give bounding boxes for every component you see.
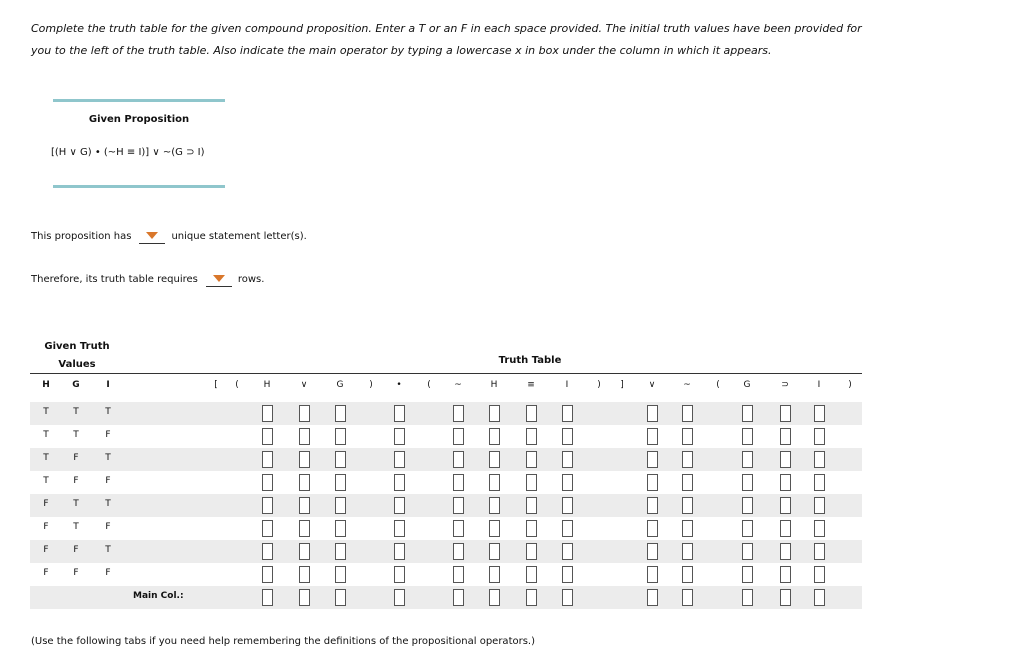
row-3-input-col-8[interactable] <box>453 451 464 468</box>
table-row <box>30 448 862 471</box>
given-value: F <box>73 568 79 578</box>
row-2-input-col-14[interactable] <box>647 428 658 445</box>
row-6-input-col-17[interactable] <box>742 520 753 537</box>
row-5-input-col-18[interactable] <box>780 497 791 514</box>
given-value: F <box>105 522 111 532</box>
row-4-input-col-4[interactable] <box>335 474 346 491</box>
main-col-input-col-6[interactable] <box>394 589 405 606</box>
row-6-input-col-11[interactable] <box>562 520 573 537</box>
row-5-input-col-19[interactable] <box>814 497 825 514</box>
question2-suffix: rows. <box>237 274 265 285</box>
row-1-input-col-15[interactable] <box>682 405 693 422</box>
row-5-input-col-17[interactable] <box>742 497 753 514</box>
row-2-input-col-11[interactable] <box>562 428 573 445</box>
truth-table-symbol-0: [ <box>214 380 218 390</box>
row-4-input-col-8[interactable] <box>453 474 464 491</box>
statement-letters-dropdown[interactable] <box>139 229 165 244</box>
main-col-input-col-4[interactable] <box>335 589 346 606</box>
main-col-input-col-3[interactable] <box>299 589 310 606</box>
row-2-input-col-15[interactable] <box>682 428 693 445</box>
row-5-input-col-14[interactable] <box>647 497 658 514</box>
row-6-input-col-18[interactable] <box>780 520 791 537</box>
given-value: T <box>73 522 79 532</box>
row-2-input-col-18[interactable] <box>780 428 791 445</box>
given-header-i: I <box>106 380 110 390</box>
row-5-input-col-11[interactable] <box>562 497 573 514</box>
given-value: T <box>43 453 49 463</box>
row-7-input-col-10[interactable] <box>526 543 537 560</box>
table-row <box>30 540 862 563</box>
row-6-input-col-2[interactable] <box>262 520 273 537</box>
row-5-input-col-15[interactable] <box>682 497 693 514</box>
given-value: F <box>43 545 49 555</box>
row-4-input-col-9[interactable] <box>489 474 500 491</box>
row-5-input-col-2[interactable] <box>262 497 273 514</box>
truth-table-symbol-2: H <box>263 380 271 390</box>
row-8-input-col-14[interactable] <box>647 566 658 583</box>
row-1-input-col-2[interactable] <box>262 405 273 422</box>
table-row <box>30 425 862 448</box>
given-value: F <box>105 476 111 486</box>
question1-suffix: unique statement letter(s). <box>171 231 307 242</box>
given-proposition-expression: [(H ∨ G) • (~H ≡ I)] ∨ ~(G ⊃ I) <box>51 147 205 158</box>
row-8-input-col-4[interactable] <box>335 566 346 583</box>
row-4-input-col-11[interactable] <box>562 474 573 491</box>
row-6-input-col-15[interactable] <box>682 520 693 537</box>
row-3-input-col-14[interactable] <box>647 451 658 468</box>
row-7-input-col-15[interactable] <box>682 543 693 560</box>
row-3-input-col-9[interactable] <box>489 451 500 468</box>
truth-table-symbol-17: G <box>743 380 751 390</box>
truth-table-symbol-20: ) <box>848 380 852 390</box>
row-5-input-col-3[interactable] <box>299 497 310 514</box>
given-value: F <box>73 476 79 486</box>
given-value: T <box>73 407 79 417</box>
dropdown-arrow-icon <box>146 232 158 239</box>
row-3-input-col-17[interactable] <box>742 451 753 468</box>
row-2-input-col-17[interactable] <box>742 428 753 445</box>
truth-table-symbol-4: G <box>336 380 344 390</box>
row-8-input-col-2[interactable] <box>262 566 273 583</box>
main-col-input-col-11[interactable] <box>562 589 573 606</box>
row-6-input-col-4[interactable] <box>335 520 346 537</box>
row-1-input-col-8[interactable] <box>453 405 464 422</box>
truth-table-symbol-10: ≡ <box>527 380 535 390</box>
row-6-input-col-19[interactable] <box>814 520 825 537</box>
given-value: T <box>43 407 49 417</box>
question2-text: Therefore, its truth table requires <box>31 274 198 285</box>
row-7-input-col-6[interactable] <box>394 543 405 560</box>
row-7-input-col-3[interactable] <box>299 543 310 560</box>
given-header-g: G <box>72 380 80 390</box>
instructions: Complete the truth table for the given compound proposition. Enter a T or an F in each space provided. The initial truth values have been provided for you to the left of the truth table. Also indicate the main operator by typing a lowercase x in box under the column in which it appears. <box>31 22 862 57</box>
given-value: F <box>105 430 111 440</box>
given-value: F <box>105 568 111 578</box>
main-col-input-col-14[interactable] <box>647 589 658 606</box>
rows-question <box>31 272 264 287</box>
row-5-input-col-9[interactable] <box>489 497 500 514</box>
truth-table-title: Truth Table <box>498 355 562 366</box>
truth-table-symbol-16: ( <box>716 380 720 390</box>
row-2-input-col-9[interactable] <box>489 428 500 445</box>
row-3-input-col-10[interactable] <box>526 451 537 468</box>
row-1-input-col-4[interactable] <box>335 405 346 422</box>
row-2-input-col-3[interactable] <box>299 428 310 445</box>
row-3-input-col-19[interactable] <box>814 451 825 468</box>
row-6-input-col-3[interactable] <box>299 520 310 537</box>
main-col-input-col-15[interactable] <box>682 589 693 606</box>
given-proposition-title: Given Proposition <box>88 114 190 125</box>
truth-table-symbol-15: ~ <box>683 380 691 390</box>
row-5-input-col-6[interactable] <box>394 497 405 514</box>
main-col-input-col-2[interactable] <box>262 589 273 606</box>
truth-table-symbol-14: ∨ <box>648 380 656 390</box>
row-6-input-col-8[interactable] <box>453 520 464 537</box>
row-2-input-col-8[interactable] <box>453 428 464 445</box>
row-2-input-col-19[interactable] <box>814 428 825 445</box>
row-3-input-col-2[interactable] <box>262 451 273 468</box>
row-8-input-col-17[interactable] <box>742 566 753 583</box>
main-col-input-col-19[interactable] <box>814 589 825 606</box>
row-1-input-col-11[interactable] <box>562 405 573 422</box>
truth-table-symbol-18: ⊃ <box>781 380 789 390</box>
row-8-input-col-19[interactable] <box>814 566 825 583</box>
row-8-input-col-11[interactable] <box>562 566 573 583</box>
row-3-input-col-11[interactable] <box>562 451 573 468</box>
truth-table-symbol-9: H <box>490 380 498 390</box>
row-2-input-col-10[interactable] <box>526 428 537 445</box>
row-2-input-col-2[interactable] <box>262 428 273 445</box>
row-1-input-col-6[interactable] <box>394 405 405 422</box>
row-7-input-col-4[interactable] <box>335 543 346 560</box>
table-header-divider <box>30 373 862 374</box>
main-col-row <box>30 586 862 609</box>
truth-table-symbol-3: ∨ <box>300 380 308 390</box>
row-4-input-col-2[interactable] <box>262 474 273 491</box>
row-8-input-col-10[interactable] <box>526 566 537 583</box>
given-header-h: H <box>42 380 50 390</box>
row-6-input-col-6[interactable] <box>394 520 405 537</box>
main-col-label: Main Col.: <box>133 591 184 601</box>
footer-note: (Use the following tabs if you need help remembering the definitions of the propositional operators.) <box>31 636 536 647</box>
table-row <box>30 563 862 586</box>
row-6-input-col-14[interactable] <box>647 520 658 537</box>
row-2-input-col-4[interactable] <box>335 428 346 445</box>
given-proposition-box <box>53 99 225 188</box>
row-1-input-col-19[interactable] <box>814 405 825 422</box>
row-8-input-col-15[interactable] <box>682 566 693 583</box>
row-7-input-col-19[interactable] <box>814 543 825 560</box>
given-value: T <box>105 545 111 555</box>
given-value: T <box>105 499 111 509</box>
truth-table-symbol-12: ) <box>597 380 601 390</box>
row-7-input-col-8[interactable] <box>453 543 464 560</box>
row-8-input-col-18[interactable] <box>780 566 791 583</box>
given-value: F <box>73 453 79 463</box>
truth-table-symbol-6: • <box>396 380 402 390</box>
row-5-input-col-4[interactable] <box>335 497 346 514</box>
row-8-input-col-8[interactable] <box>453 566 464 583</box>
main-col-input-col-10[interactable] <box>526 589 537 606</box>
truth-table-symbol-7: ( <box>427 380 431 390</box>
truth-table-symbol-8: ~ <box>454 380 462 390</box>
row-2-input-col-6[interactable] <box>394 428 405 445</box>
row-4-input-col-19[interactable] <box>814 474 825 491</box>
main-col-input-col-9[interactable] <box>489 589 500 606</box>
main-col-input-col-17[interactable] <box>742 589 753 606</box>
row-4-input-col-17[interactable] <box>742 474 753 491</box>
table-row <box>30 517 862 540</box>
table-row <box>30 471 862 494</box>
row-7-input-col-17[interactable] <box>742 543 753 560</box>
row-7-input-col-2[interactable] <box>262 543 273 560</box>
rows-dropdown[interactable] <box>206 272 232 287</box>
row-4-input-col-15[interactable] <box>682 474 693 491</box>
given-value: T <box>43 430 49 440</box>
dropdown-arrow-icon <box>213 275 225 282</box>
truth-table-symbol-5: ) <box>369 380 373 390</box>
given-value: T <box>43 476 49 486</box>
row-5-input-col-8[interactable] <box>453 497 464 514</box>
given-value: F <box>73 545 79 555</box>
given-value: F <box>43 522 49 532</box>
given-value: T <box>73 499 79 509</box>
row-6-input-col-10[interactable] <box>526 520 537 537</box>
truth-table-symbol-13: ] <box>620 380 624 390</box>
row-8-input-col-6[interactable] <box>394 566 405 583</box>
main-col-input-col-8[interactable] <box>453 589 464 606</box>
question1-text: This proposition has <box>31 231 132 242</box>
given-value: F <box>43 499 49 509</box>
given-value: T <box>105 407 111 417</box>
row-4-input-col-14[interactable] <box>647 474 658 491</box>
truth-table-symbol-1: ( <box>235 380 239 390</box>
row-1-input-col-14[interactable] <box>647 405 658 422</box>
given-value: T <box>105 453 111 463</box>
row-4-input-col-6[interactable] <box>394 474 405 491</box>
given-value: F <box>43 568 49 578</box>
truth-table-symbol-11: I <box>565 380 569 390</box>
row-6-input-col-9[interactable] <box>489 520 500 537</box>
row-8-input-col-9[interactable] <box>489 566 500 583</box>
row-5-input-col-10[interactable] <box>526 497 537 514</box>
row-7-input-col-11[interactable] <box>562 543 573 560</box>
row-3-input-col-4[interactable] <box>335 451 346 468</box>
truth-table-symbol-19: I <box>817 380 821 390</box>
table-row <box>30 494 862 517</box>
row-1-input-col-18[interactable] <box>780 405 791 422</box>
main-col-input-col-18[interactable] <box>780 589 791 606</box>
row-7-input-col-14[interactable] <box>647 543 658 560</box>
row-4-input-col-18[interactable] <box>780 474 791 491</box>
row-1-input-col-10[interactable] <box>526 405 537 422</box>
given-value: T <box>73 430 79 440</box>
row-3-input-col-3[interactable] <box>299 451 310 468</box>
table-row <box>30 402 862 425</box>
statement-letters-question <box>31 229 307 244</box>
row-1-input-col-3[interactable] <box>299 405 310 422</box>
row-7-input-col-18[interactable] <box>780 543 791 560</box>
row-8-input-col-3[interactable] <box>299 566 310 583</box>
row-4-input-col-10[interactable] <box>526 474 537 491</box>
given-truth-values-title: Given Truth Values <box>44 341 110 370</box>
row-3-input-col-15[interactable] <box>682 451 693 468</box>
row-3-input-col-18[interactable] <box>780 451 791 468</box>
row-1-input-col-9[interactable] <box>489 405 500 422</box>
row-4-input-col-3[interactable] <box>299 474 310 491</box>
row-7-input-col-9[interactable] <box>489 543 500 560</box>
row-3-input-col-6[interactable] <box>394 451 405 468</box>
row-1-input-col-17[interactable] <box>742 405 753 422</box>
